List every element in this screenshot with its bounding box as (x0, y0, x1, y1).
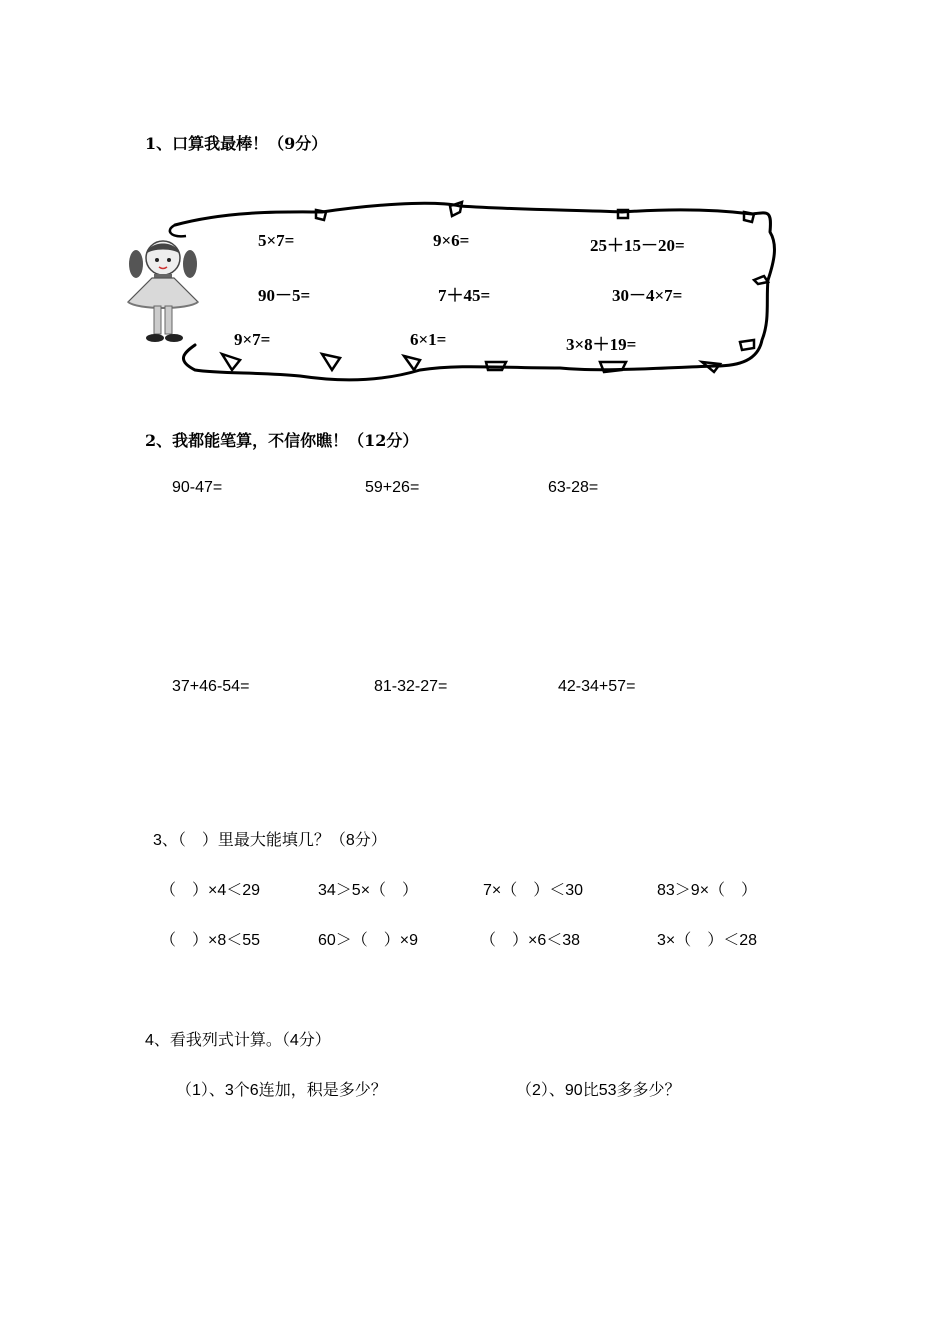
written-item: 37+46-54= (172, 678, 250, 695)
fill-item: （ ）×8＜55 (160, 932, 261, 949)
oral-item: 6×1= (410, 330, 447, 349)
written-item: 81-32-27= (374, 678, 448, 695)
oral-item: 3×8＋19= (566, 335, 637, 354)
fill-item: 3×（ ）＜28 (657, 932, 758, 949)
written-item: 42-34+57= (558, 678, 636, 695)
fill-item: 7×（ ）＜30 (483, 882, 584, 899)
written-item: 90-47= (172, 479, 223, 496)
girl-illustration-icon (108, 236, 218, 348)
oral-item: 9×7= (234, 330, 271, 349)
fill-item: 34＞5×（ ） (318, 882, 419, 899)
word-problem: （1）、3个6连加，积是多少？ (176, 1082, 387, 1099)
fill-item: 60＞（ ）×9 (318, 932, 419, 949)
section-1-title: 1、口算我最棒！（9分） (145, 134, 328, 153)
oral-item: 90－5= (258, 286, 311, 305)
oral-item: 30－4×7= (612, 286, 683, 305)
word-problem: （2）、90比53多多少？ (516, 1082, 681, 1099)
fill-item: （ ）×4＜29 (160, 882, 261, 899)
section-4-title: 4、看我列式计算。（4分） (145, 1032, 331, 1049)
oral-item: 25＋15－20= (590, 236, 685, 255)
oral-item: 5×7= (258, 231, 295, 250)
section-3-title: 3、（ ）里最大能填几？（8分） (153, 832, 387, 849)
oral-item: 9×6= (433, 231, 470, 250)
written-item: 59+26= (365, 479, 420, 496)
written-item: 63-28= (548, 479, 599, 496)
fill-item: （ ）×6＜38 (480, 932, 581, 949)
section-2-title: 2、我都能笔算，不信你瞧！（12分） (145, 431, 419, 450)
oral-item: 7＋45= (438, 286, 491, 305)
fill-item: 83＞9×（ ） (657, 882, 758, 899)
